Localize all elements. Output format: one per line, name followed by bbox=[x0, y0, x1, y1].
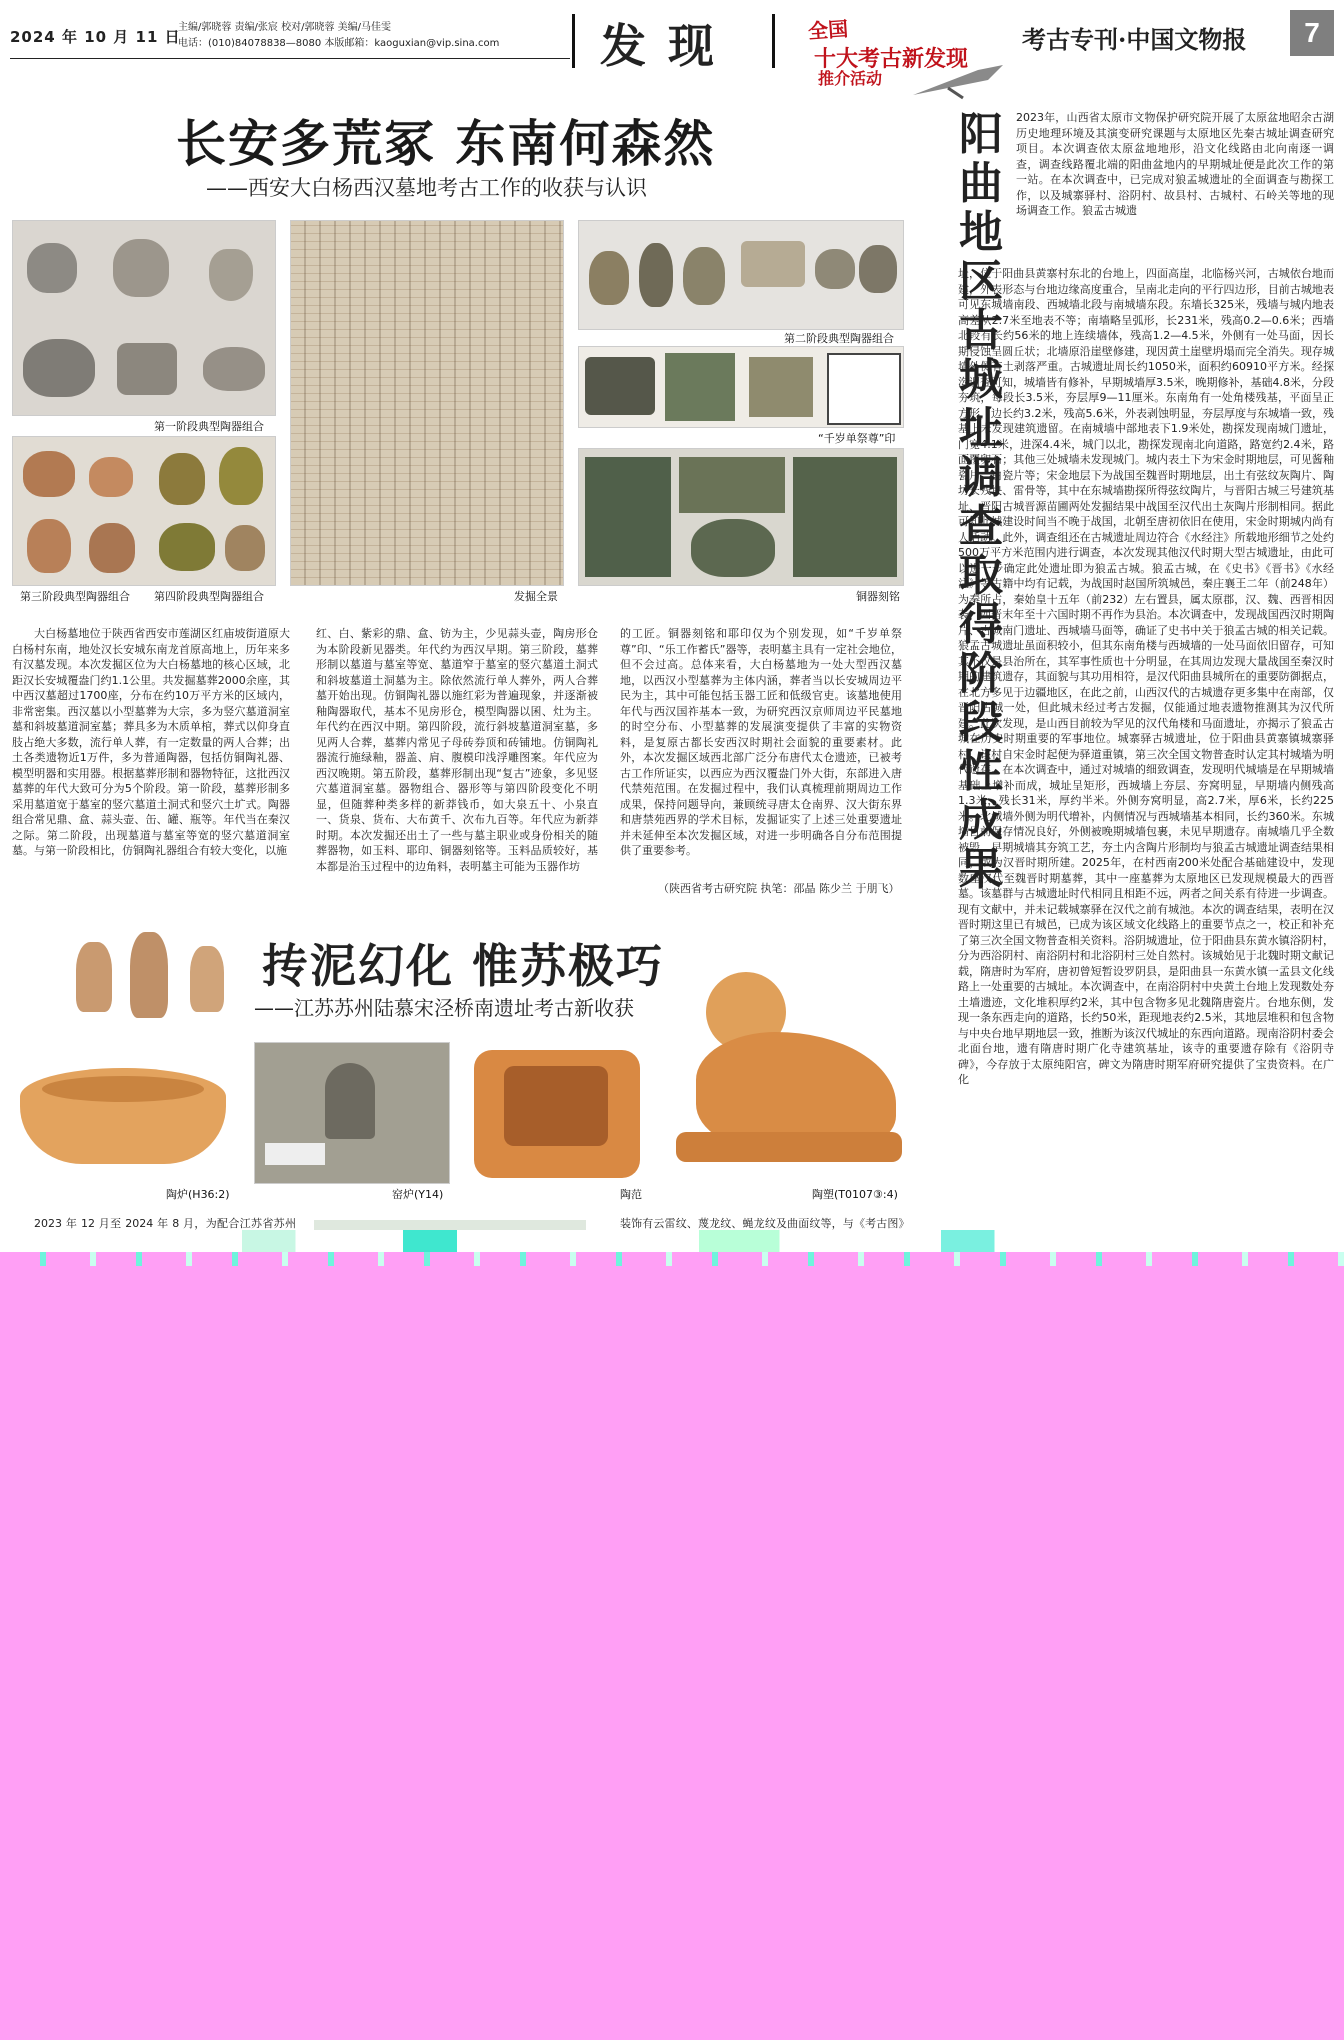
figurines-photo bbox=[66, 922, 236, 1024]
title-char: 段 bbox=[959, 697, 1003, 748]
caption-bronze: 铜器刻铭 bbox=[856, 590, 900, 603]
caption-stage4: 第四阶段典型陶器组合 bbox=[154, 590, 264, 603]
promo-line-3: 推介活动 bbox=[818, 69, 883, 88]
header-divider bbox=[572, 14, 575, 68]
stove-photo bbox=[12, 1038, 234, 1182]
article1-subtitle: ——西安大白杨西汉墓地考古工作的收获与认识 bbox=[206, 176, 647, 200]
staff-credits bbox=[178, 20, 578, 52]
promo-line-1: 全国 bbox=[807, 16, 849, 44]
caption-stage2: 第二阶段典型陶器组合 bbox=[784, 332, 894, 345]
header-rule bbox=[10, 58, 570, 59]
newspaper-masthead: 考古专刊·中国文物报 bbox=[1022, 25, 1247, 54]
article2-column-1: 2023 年 12 月至 2024 年 8 月，为配合江苏省苏州 bbox=[34, 1217, 296, 1230]
article2-subtitle: ——江苏苏州陆慕宋泾桥南遗址考古新收获 bbox=[254, 996, 634, 1020]
render-glitch-band bbox=[0, 1252, 1344, 1266]
caption-stage3: 第三阶段典型陶器组合 bbox=[20, 590, 130, 603]
pottery-photo-stage1 bbox=[12, 220, 276, 416]
article1-column-2: 红、白、紫彩的鼎、盒、钫为主，少见蒜头壶，陶房形仓为本阶段新见器类。年代约为西汉早期。第三阶段，墓葬形制以墓道与墓室等宽、墓道窄于墓室的竖穴墓道土洞式和斜坡墓道土洞墓为主。除依然流行单人葬外，两人合葬墓开始出现。仿铜陶礼器以施红彩为普遍现象，并逐渐被釉陶器取代，基本不见房形仓，模型陶器以囷、灶为主。年代约在西汉中期。第四阶段，流行斜坡墓道洞室墓，多见两人合葬，墓葬内常见子母砖券顶和砖铺地。仿铜陶礼器流行施绿釉，器盖、肩、腹模印浅浮雕图案。年代应为西汉晚期。第五阶段，墓葬形制出现“复古”迹象，多见竖穴墓道洞室墓。器物组合、器形等与第四阶段变化不明显，但随葬种类多样的新莽钱币，如大泉五十、小泉直一、货泉、货布、大布黄千、次布九百等。年代应为新莽时期。本次发掘还出土了一些与墓主职业或身份相关的随葬器物，如玉料、耶印、铜器刻铭等。玉料品质较好，基本都是治玉过程中的边角料，表明墓主可能为玉器作坊 bbox=[316, 627, 598, 873]
title-char: 城 bbox=[959, 354, 1003, 405]
trowel-icon bbox=[908, 60, 1008, 100]
title-char: 得 bbox=[959, 599, 1003, 650]
caption-seal: “千岁单祭尊”印 bbox=[818, 432, 896, 445]
article2-column-3: 装饰有云雷纹、蔑龙纹、蝇龙纹及曲面纹等，与《考古图》 bbox=[620, 1217, 904, 1230]
caption-sculpture: 陶塑(T0107③:4) bbox=[812, 1188, 898, 1201]
title-char: 果 bbox=[959, 844, 1003, 895]
article2-title: 抟泥幻化 惟苏极巧 bbox=[262, 939, 665, 993]
promo-logo bbox=[808, 14, 1008, 96]
right-article-body-top: 2023年，山西省太原市文物保护研究院开展了太原盆地昭余古湖历史地理环境及其演变研究课题与太原地区先秦古城址调查研究项目。本次调查依太原盆地地形，沿文化线路由北向南逐一调查，调查线路覆北端的阳曲盆地内的早期城址便是此次工作的第一站。在本次调查中，已完成对狼孟城遗址的全面调查与勘探工作，以及城寨驿村、浴阴村、故县村、古城村、石岭关等地的现场调查工作。狼孟古城遗 bbox=[1016, 111, 1334, 217]
excavation-site-photo bbox=[290, 220, 564, 586]
page-number: 7 bbox=[1290, 10, 1334, 56]
article1-title: 长安多荒冢 东南何森然 bbox=[176, 114, 716, 173]
title-char: 取 bbox=[959, 550, 1003, 601]
article1-credit: （陕西省考古研究院 执笔：邵晶 陈少兰 于朋飞） bbox=[658, 882, 900, 895]
sculpture-photo bbox=[676, 962, 906, 1182]
title-char: 阶 bbox=[959, 648, 1003, 699]
header-divider bbox=[772, 14, 775, 68]
title-char: 查 bbox=[959, 501, 1003, 552]
issue-date: 2024 年 10 月 11 日 bbox=[10, 28, 181, 46]
title-char: 性 bbox=[959, 746, 1003, 797]
title-char: 调 bbox=[959, 452, 1003, 503]
caption-stage1: 第一阶段典型陶器组合 bbox=[154, 420, 264, 433]
pottery-photo-stage3-4 bbox=[12, 436, 276, 586]
pottery-photo-stage2 bbox=[578, 220, 904, 330]
crucible-photo bbox=[468, 1040, 648, 1182]
promo-line-2: 十大考古新发现 bbox=[814, 47, 969, 72]
title-char: 曲 bbox=[959, 158, 1003, 209]
title-char: 成 bbox=[959, 795, 1003, 846]
caption-site: 发掘全景 bbox=[514, 590, 558, 603]
article1-column-1: 大白杨墓地位于陕西省西安市莲湖区红庙坡街道原大白杨村东南，地处汉长安城东南龙首原高地上，历年来多有汉墓发现。本次发掘区位为大白杨墓地的核心区域，北距汉长安城覆盎门约1.1公里。共发掘墓葬2000余座，其中西汉墓超过1700座，分布在约10万平方米的区域内，非常密集。西汉墓以小型墓葬为大宗，多为竖穴墓道洞室墓和斜坡墓道洞室墓；葬具多为木质单棺，葬式以仰身直肢占绝大多数，流行单人葬，有一定数量的两人合葬；出土各类遗物近1万件，多为普通陶器，包括仿铜陶礼器、模型明器和实用器。根据墓葬形制和器物特征，这批西汉墓葬的年代大致可分为5个阶段。第一阶段，墓葬形制多采用墓道宽于墓室的竖穴墓道土洞式和竖穴土圹式。陶器组合常见鼎、盒、蒜头壶、缶、罐、瓶等。年代当在秦汉之际。第二阶段，出现墓道与墓室等宽的竖穴墓道洞室墓。与第一阶段相比，仿铜陶礼器组合有较大变化，以施 bbox=[12, 627, 290, 857]
title-char: 区 bbox=[959, 256, 1003, 307]
title-char: 阳 bbox=[959, 109, 1003, 160]
title-char: 地 bbox=[959, 207, 1003, 258]
kiln-photo bbox=[254, 1042, 450, 1184]
seal-photo bbox=[578, 346, 904, 428]
caption-stove: 陶炉(H36:2) bbox=[166, 1188, 230, 1201]
article1-column-3: 的工匠。铜器刻铭和耶印仅为个别发现，如“千岁单祭尊”印、“乐工作蓄氏”器等，表明墓主具有一定社会地位，但不会过高。总体来看，大白杨墓地为一处大型西汉墓地，以西汉小型墓葬为主体内涵，葬者当以长安城周边平民为主，其中可能包括玉器工匠和低级官吏。该墓地使用年代与西汉国祚基本一致，为研究西汉京师周边平民墓地的时空分布、小型墓葬的发展演变提供了丰富的实物资料，是复原古都长安西汉时期社会面貌的重要素材。此外，本次发掘区域西北部广泛分布唐代太仓遗迹，已被考古工作所证实，以西应为西汉覆盎门外大街，东部进入唐代禁苑范围。在发掘过程中，我们认真梳理前期周边工作成果，保持问题导向，兼顾统寻唐太仓南界、汉大街东界和唐禁苑西界的学术目标，发掘证实了上述三处重要遗址并未延伸至本次发掘区域，对进一步明确各自分布范围提供了重要参考。 bbox=[620, 627, 902, 857]
title-char: 址 bbox=[959, 403, 1003, 454]
section-title: 发现 bbox=[600, 19, 736, 73]
bronze-inscription-photo bbox=[578, 448, 904, 586]
caption-kiln: 窑炉(Y14) bbox=[392, 1188, 444, 1201]
staff-line-2: 电话：(010)84078838—8080 本版邮箱：kaoguxian@vip.sina.com bbox=[178, 38, 500, 49]
title-char: 古 bbox=[959, 305, 1003, 356]
right-article-body: 址，位于阳曲县黄寨村东北的台地上，四面高崖，北临杨兴河，古城依台地而建，外表形态与台地边缘高度重合，呈南北走向的平行四边形，目前古城地表可见东城墙南段、西城墙北段与南城墙东段。东墙长325米，残墙与城内地表高差从2.7米至地表不等；南墙略呈弧形，长231米，残高0.2—0.6米；西墙北段有长约56米的地上连续墙体，残高1.2—4.5米，外侧有一处马面，因长期侵蚀呈圆丘状；北墙原沿崖壁修建，现因黄土崖壁坍塌而完全消失。现存城墙外侧有土剥落严重。古城遗址周长约1050米，面积约60910平方米。经探沟调查可知，城墙皆有修补，早期城墙厚3.5米，晚期修补，基础4.8米，分段夯筑，每段长3.5米，夯层厚9—11厘米。东南角有一处角楼残基，平面呈正方形，边长约3.2米，残高5.6米，外表剥蚀明显，夯层厚度与东城墙一致，残基上未发现建筑遗留。在南城墙中部地表下1.9米处，勘探发现南城门遗址，门宽4.1米，进深4.4米，城门以北，勘探发现南北向道路，路宽约2.4米，路面覆卵石；其他三处城墙未发现城门。城内表土下为宋金时期地层，可见酱釉瓷片、白瓷片等；宋金地层下为战国至魏晋时期地层，出土有弦纹灰陶片、陶坊长残块、雷骨等，其中在东城墙勘探所得弦纹陶片，与晋阳古城三号建筑基址、晋阳古城晋源苗圃两处发掘结果中战国至汉代出土灰陶片形制相同。据此可知此城建设时间当不晚于战国，北朝至唐初依旧在使用，宋金时期城内尚有人活动。此外，调查组还在古城遗址周边符合《水经注》所载地形细节之处约500万平方米范围内进行调查，本次发现其他汉代时期大型古城遗址，由此可以进一步确定此处遗址即为狼孟古城。狼孟古城，在《史书》《晋书》《水经注》等古籍中均有记载，为战国时赵国所筑城邑，秦庄襄王二年（前248年）为秦所占，秦始皇十五年（前232）左右置县，属太原郡，汉、魏、西晋相因袭，西晋末年至十六国时期不再作为县治。本次调查中，发现战国西汉时期陶片、古城南门遗址、西城墙马面等，确证了史书中关于狼孟古城的相关记载。狼孟古城遗址虽面积较小，但其东南角楼与西城墙的一处马面依旧留存，可知其不仅是县治所在，其军事性质也十分明显，在其周边发现大量战国至秦汉时期的建筑遗存，其面貌与其功用相符，是汉代阳曲县城所在的重要防御据点，在北方多见于边疆地区，在此之前，山西汉代的古城遗存更多集中在南部，仅晋阳古城一处，但此城未经过考古发掘，仅能通过地表遗物推测其为汉代所建。此次发现，是山西目前较为罕见的汉代角楼和马面遗址，亦揭示了狼孟古城在历史时期重要的军事地位。城寨驿古城遗址，位于阳曲县黄寨镇城寨驿村。该村自宋金时起便为驿道重镇，第三次全国文物普查时认定其村城墙为明代遗存。在本次调查中，通过对城墙的细致调查，发现明代城墙是在早期城墙基础上增补而成，城址呈矩形，西城墙上夯层、夯窝明显，早期墙内侧残高1.3米，残长31米，厚约半米。外侧夯窝明显，高2.7米，厚6米，长约225米。北城墙外侧为明代增补，内侧情况与西城墙基本相同，长约360米。东城墙目前保存情况良好，外侧被晚期城墙包裹，未见早期遗存。南城墙几乎全数被毁，早期城墙其夯筑工艺，夯土内含陶片形制均与狼孟古城遗址调查结果相同，或为汉晋时期所建。2025年，在村西南200米处配合基础建设中，发现数座汉代至魏晋时期墓葬，其中一座墓葬为太原地区已发现规模最大的西晋墓。该墓群与古城遗址时代相同且相距不远，两者之间关系有待进一步调查。现有文献中，并未记载城寨驿在汉代之前有城池。本次的调查结果，表明在汉晋时期这里已有城邑，已成为该区域文化线路上的重要节点之一，校正和补充了第三次全国文物普查相关资料。浴阴城遗址，位于阳曲县东黄水镇浴阴村，分为西浴阴村、南浴阴村和北浴阴村三处自然村。该城始见于北魏时期文献记载，隋唐时为军府，唐初曾短暂设罗阴县，是阳曲县一东黄水镇一孟县文化线路上一处重要的古城址。本次调查中，在南浴阴村中央黄土台地上发现数处夯土墙遗迹，文化堆积厚约2米，其中包含物多见北魏隋唐瓷片。台地东侧，发现一条东西走向的道路，长约50米，距现地表约2.5米，其地层堆积和包含物与中央台地早期地层一致，推断为该汉代城址的东西向道路。现南浴阴村委会北面台地，遗有隋唐时期广化寺建筑基址，该寺的重要遗存除有《浴阴寺碑》，今存放于太原纯阳宫，碑文为隋唐时期军府研究提供了宝贵资料。在广化 bbox=[958, 267, 1334, 1086]
caption-crucible: 陶范 bbox=[620, 1188, 642, 1201]
staff-line-1: 主编/郭晓蓉 责编/张宸 校对/郭晓蓉 美编/马佳雯 bbox=[178, 22, 392, 33]
